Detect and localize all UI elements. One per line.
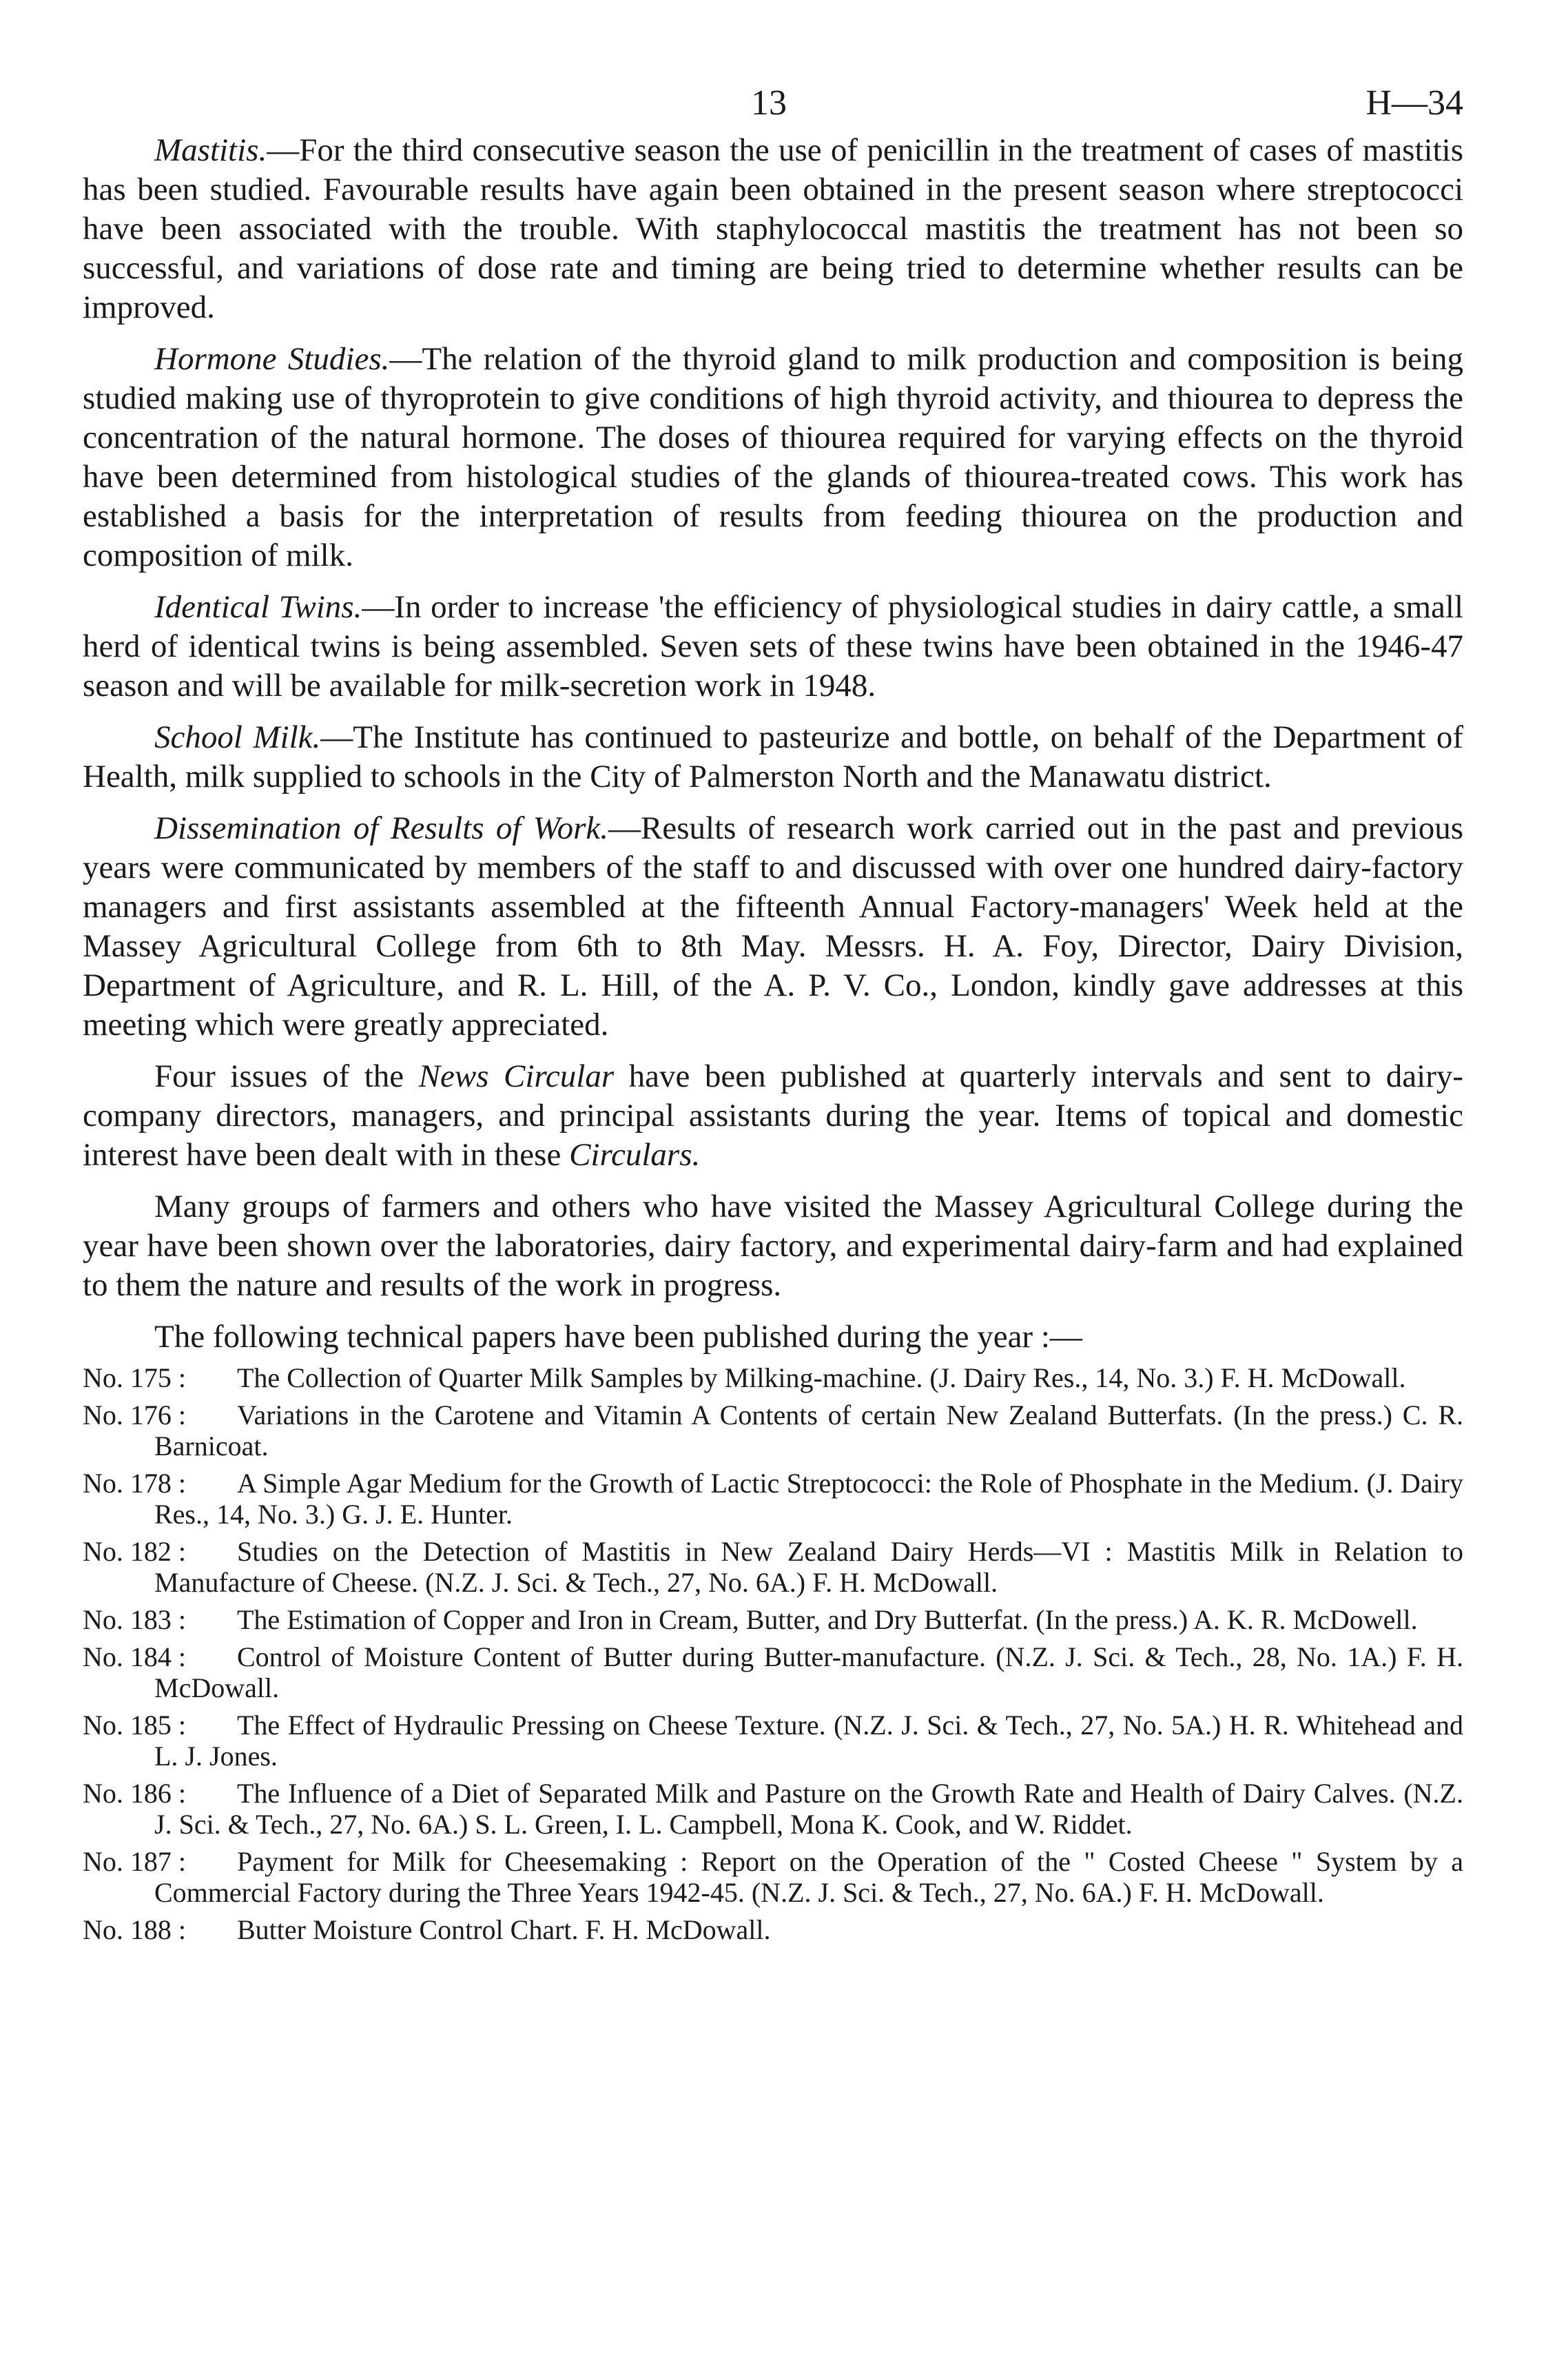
list-item [83, 1399, 1463, 1461]
paper-text-content: Studies on the Detection of Mastitis in New Zealand Dairy Herds—VI : Mastitis Milk in Relation to Manufacture of Cheese. (N.Z. J. Sci. & Tech., 27, No. 6A.) F. H. McDowall. [154, 1536, 1463, 1598]
page-header [83, 76, 1463, 131]
list-item [83, 1778, 1463, 1840]
paper-text-content: Variations in the Carotene and Vitamin A Contents of certain New Zealand Butterfats. (In the press.) C. R. Barnicoat. [154, 1399, 1463, 1461]
paper-number: No. 186 : [83, 1778, 186, 1809]
paper-text-content: Control of Moisture Content of Butter during Butter-manufacture. (N.Z. J. Sci. & Tech., 28, No. 1A.) F. H. McDowall. [154, 1641, 1463, 1703]
news-circular-text-1: Four issues of the [154, 1058, 419, 1094]
news-circular-title: News Circular [418, 1058, 615, 1094]
document-page [83, 76, 1463, 1951]
paper-text-content: Payment for Milk for Cheesemaking : Report on the Operation of the " Costed Cheese " System by a Commercial Factory during the Three Years 1942-45. (N.Z. J. Sci. & Tech., 27, No. 6A.) F. H. McDowall. [154, 1846, 1463, 1908]
list-item [83, 1468, 1463, 1530]
list-item [83, 1846, 1463, 1908]
paragraph-text: —For the third consecutive season the use of penicillin in the treatment of cases of mastitis has been studied. Favourable results have again been obtained in the present season where streptococci have been associated with the trouble. With staphylococcal mastitis the treatment has not been so successful, and variations of dose rate and timing are being tried to determine whether results can be improved. [83, 132, 1463, 325]
papers-intro: The following technical papers have been published during the year :— [154, 1319, 1082, 1355]
list-item [83, 1536, 1463, 1598]
paper-number: No. 175 : [83, 1362, 186, 1393]
paper-text [154, 1362, 1463, 1393]
paper-number: No. 185 : [83, 1710, 186, 1741]
list-item [83, 1914, 1463, 1945]
paper-number: No. 184 : [83, 1641, 186, 1672]
paragraph-heading: Identical Twins. [154, 589, 362, 625]
paper-number: No. 188 : [83, 1914, 186, 1945]
news-circular-plural: Circulars. [569, 1137, 701, 1173]
paper-number: No. 178 : [83, 1468, 186, 1499]
paper-text [154, 1468, 1463, 1530]
news-circular-text-2: have been published at quarterly intervals and sent to dairy-company directors, managers, and principal assistants during the year. Items of topical and domestic interest have been dealt with in these [83, 1058, 1464, 1173]
paper-text [154, 1399, 1463, 1461]
paper-number: No. 176 : [83, 1399, 186, 1430]
document-code: H—34 [1365, 83, 1463, 123]
list-item [83, 1710, 1463, 1772]
paragraph-hormone-studies [83, 340, 1463, 575]
paper-text-content: A Simple Agar Medium for the Growth of Lactic Streptococci: the Role of Phosphate in the Medium. (J. Dairy Res., 14, No. 3.) G. J. E. Hunter. [154, 1468, 1463, 1530]
paper-text [154, 1641, 1463, 1703]
paper-number: No. 183 : [83, 1604, 186, 1635]
paper-text-content: The Collection of Quarter Milk Samples by Milking-machine. (J. Dairy Res., 14, No. 3.) F. H. McDowall. [237, 1362, 1406, 1393]
paragraph-school-milk [83, 718, 1463, 797]
paragraph-text: —Results of research work carried out in the past and previous years were communicated by members of the staff to and discussed with over one hundred dairy-factory managers and first assistants assembled at the fifteenth Annual Factory-managers' Week held at the Massey Agricultural College from 6th to 8th May. Messrs. H. A. Foy, Director, Dairy Division, Department of Agriculture, and R. L. Hill, of the A. P. V. Co., London, kindly gave addresses at this meeting which were greatly appreciated. [83, 810, 1463, 1043]
paper-text [154, 1914, 1463, 1945]
list-item [83, 1362, 1463, 1393]
paragraph-news-circular [83, 1057, 1463, 1175]
list-item [83, 1604, 1463, 1635]
paragraph-heading: School Milk. [154, 719, 321, 755]
paper-text-content: Butter Moisture Control Chart. F. H. McDowall. [237, 1914, 771, 1945]
papers-list [83, 1362, 1463, 1945]
paper-text-content: The Effect of Hydraulic Pressing on Cheese Texture. (N.Z. J. Sci. & Tech., 27, No. 5A.) H. R. Whitehead and L. J. Jones. [154, 1710, 1463, 1772]
paper-number: No. 187 : [83, 1846, 186, 1877]
paragraph-text: —The Institute has continued to pasteurize and bottle, on behalf of the Department of Health, milk supplied to schools in the City of Palmerston North and the Manawatu district. [83, 719, 1463, 794]
paragraph-heading: Dissemination of Results of Work. [154, 810, 609, 846]
paragraph-heading: Hormone Studies. [154, 341, 390, 377]
paper-text [154, 1536, 1463, 1598]
list-item [83, 1641, 1463, 1703]
paper-text-content: The Influence of a Diet of Separated Milk and Pasture on the Growth Rate and Health of Dairy Calves. (N.Z. J. Sci. & Tech., 27, No. 6A.) S. L. Green, I. L. Campbell, Mona K. Cook, and W. Riddet. [154, 1778, 1463, 1840]
paragraph-identical-twins [83, 588, 1463, 706]
paragraph-text: —The relation of the thyroid gland to milk production and composition is being studied making use of thyroprotein to give conditions of high thyroid activity, and thiourea to depress the concentration of the natural hormone. The doses of thiourea required for varying effects on the thyroid have been determined from histological studies of the glands of thiourea-treated cows. This work has established a basis for the interpretation of results from feeding thiourea on the production and composition of milk. [83, 341, 1463, 573]
paragraph-heading: Mastitis. [154, 132, 267, 168]
paragraph-text: —In order to increase 'the efficiency of physiological studies in dairy cattle, a small herd of identical twins is being assembled. Seven sets of these twins have been obtained in the 1946-47 season and will be available for milk-secretion work in 1948. [83, 589, 1463, 704]
paper-text [154, 1846, 1463, 1908]
page-number: 13 [751, 83, 787, 123]
paper-text-content: The Estimation of Copper and Iron in Cream, Butter, and Dry Butterfat. (In the press.) A. K. R. McDowell. [237, 1604, 1418, 1635]
paper-number: No. 182 : [83, 1536, 186, 1567]
paragraph-visitors: Many groups of farmers and others who have visited the Massey Agricultural College during the year have been shown over the laboratories, dairy factory, and experimental dairy-farm and had explained to them the nature and results of the work in progress. [83, 1189, 1463, 1303]
paper-text [154, 1778, 1463, 1840]
paper-text [154, 1710, 1463, 1772]
paragraph-mastitis [83, 131, 1463, 327]
paper-text [154, 1604, 1463, 1635]
paragraph-dissemination [83, 809, 1463, 1045]
